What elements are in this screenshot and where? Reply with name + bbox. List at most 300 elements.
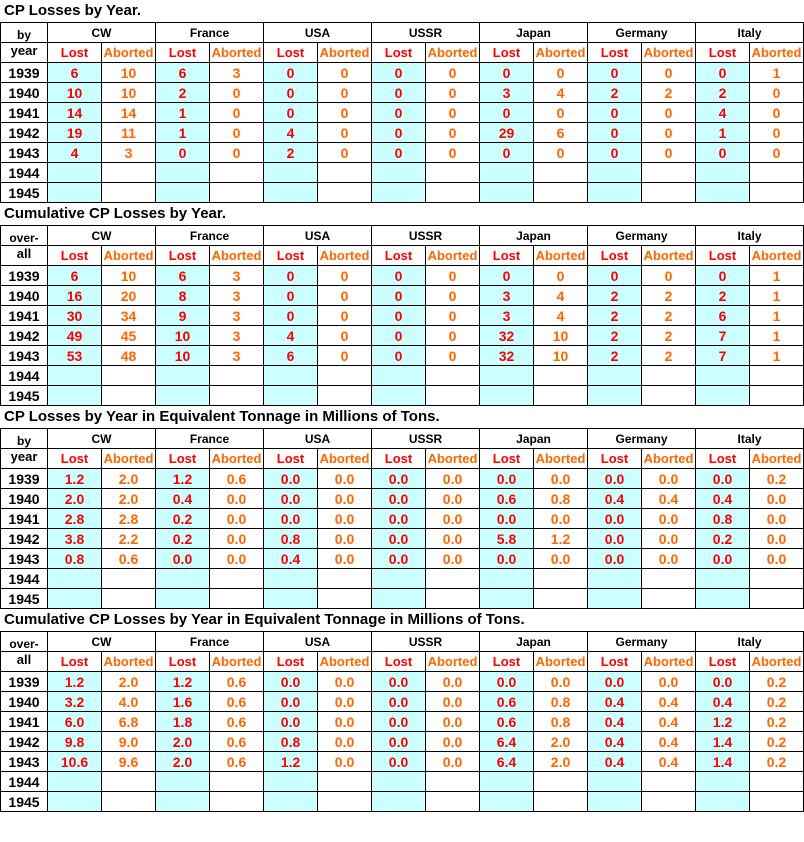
lost-cell: 10	[48, 83, 102, 103]
aborted-cell: 0.2	[750, 672, 804, 692]
lost-header: Lost	[372, 449, 426, 469]
aborted-cell: 0.0	[642, 469, 696, 489]
lost-cell: 4	[696, 103, 750, 123]
aborted-cell	[534, 772, 588, 792]
aborted-cell: 1	[750, 63, 804, 83]
lost-cell	[588, 366, 642, 386]
aborted-cell: 0.0	[750, 489, 804, 509]
lost-cell	[264, 792, 318, 812]
aborted-cell: 0.6	[210, 712, 264, 732]
aborted-cell: 1	[750, 266, 804, 286]
aborted-cell	[210, 569, 264, 589]
aborted-cell: 0	[426, 286, 480, 306]
corner-label-top: over-	[1, 226, 48, 246]
aborted-cell: 2	[642, 286, 696, 306]
corner-label-top: by	[1, 23, 48, 43]
lost-cell: 1.2	[156, 469, 210, 489]
lost-cell	[264, 589, 318, 609]
aborted-cell: 2.0	[102, 672, 156, 692]
table-row	[1, 712, 804, 732]
aborted-cell: 0.2	[750, 712, 804, 732]
lost-cell: 0.4	[588, 732, 642, 752]
lost-cell: 0.0	[264, 469, 318, 489]
aborted-cell	[642, 163, 696, 183]
aborted-cell: 0.0	[750, 509, 804, 529]
aborted-cell: 0.0	[426, 712, 480, 732]
lost-header: Lost	[480, 652, 534, 672]
aborted-cell	[642, 569, 696, 589]
aborted-cell: 0.0	[750, 549, 804, 569]
lost-cell	[696, 183, 750, 203]
losses-table	[0, 22, 804, 203]
lost-cell: 0.4	[696, 692, 750, 712]
nation-header: Italy	[696, 429, 804, 449]
lost-cell	[372, 589, 426, 609]
aborted-cell: 0.0	[534, 469, 588, 489]
lost-cell: 0	[264, 63, 318, 83]
lost-cell	[156, 792, 210, 812]
lost-cell: 4	[264, 326, 318, 346]
aborted-cell: 0.4	[642, 692, 696, 712]
aborted-cell: 10	[102, 63, 156, 83]
aborted-cell	[426, 589, 480, 609]
year-label: 1944	[1, 772, 48, 792]
lost-cell: 0.0	[372, 732, 426, 752]
lost-cell	[588, 386, 642, 406]
aborted-header: Aborted	[210, 652, 264, 672]
lost-cell	[588, 569, 642, 589]
aborted-cell: 0	[642, 266, 696, 286]
table-row	[1, 63, 804, 83]
year-label: 1942	[1, 326, 48, 346]
lost-cell	[264, 163, 318, 183]
aborted-cell: 0	[750, 83, 804, 103]
lost-cell	[264, 386, 318, 406]
lost-cell: 32	[480, 326, 534, 346]
aborted-cell	[750, 772, 804, 792]
aborted-cell: 0	[750, 143, 804, 163]
nation-header: Germany	[588, 226, 696, 246]
aborted-cell: 3	[210, 286, 264, 306]
aborted-cell: 2.0	[102, 469, 156, 489]
lost-cell	[48, 366, 102, 386]
lost-header: Lost	[588, 43, 642, 63]
table-row	[1, 163, 804, 183]
aborted-header: Aborted	[534, 246, 588, 266]
year-label: 1941	[1, 712, 48, 732]
aborted-cell: 0.0	[534, 509, 588, 529]
aborted-cell: 10	[102, 83, 156, 103]
year-label: 1942	[1, 529, 48, 549]
aborted-header: Aborted	[318, 43, 372, 63]
aborted-header: Aborted	[426, 449, 480, 469]
aborted-cell: 14	[102, 103, 156, 123]
aborted-cell	[750, 569, 804, 589]
lost-cell: 3	[480, 83, 534, 103]
lost-cell	[48, 163, 102, 183]
aborted-cell: 0.0	[534, 672, 588, 692]
lost-cell: 0.0	[588, 469, 642, 489]
lost-cell: 0.2	[156, 509, 210, 529]
aborted-cell	[642, 792, 696, 812]
lost-cell: 0.0	[264, 712, 318, 732]
aborted-header: Aborted	[210, 246, 264, 266]
aborted-cell	[534, 589, 588, 609]
aborted-cell: 0	[318, 63, 372, 83]
lost-cell: 0.0	[588, 529, 642, 549]
aborted-cell: 10	[534, 326, 588, 346]
lost-cell: 8	[156, 286, 210, 306]
year-label: 1940	[1, 83, 48, 103]
aborted-header: Aborted	[102, 449, 156, 469]
lost-cell: 0.0	[156, 549, 210, 569]
year-label: 1941	[1, 509, 48, 529]
year-label: 1939	[1, 469, 48, 489]
aborted-cell	[426, 772, 480, 792]
lost-cell	[696, 163, 750, 183]
aborted-cell: 2	[642, 326, 696, 346]
lost-cell: 2	[588, 326, 642, 346]
nation-header: USSR	[372, 632, 480, 652]
lost-cell: 0	[588, 266, 642, 286]
lost-cell: 0.0	[696, 672, 750, 692]
lost-cell: 2	[156, 83, 210, 103]
aborted-cell: 0.2	[750, 469, 804, 489]
lost-cell	[48, 183, 102, 203]
aborted-cell	[534, 163, 588, 183]
aborted-cell	[534, 366, 588, 386]
aborted-cell: 0	[426, 326, 480, 346]
lost-cell: 0	[372, 306, 426, 326]
lost-cell	[696, 386, 750, 406]
aborted-cell: 0	[318, 266, 372, 286]
aborted-cell: 0	[642, 123, 696, 143]
lost-cell: 3.2	[48, 692, 102, 712]
section-title: Cumulative CP Losses by Year.	[4, 205, 227, 222]
lost-cell	[372, 183, 426, 203]
aborted-header: Aborted	[750, 449, 804, 469]
lost-cell: 0.0	[372, 672, 426, 692]
aborted-cell	[534, 183, 588, 203]
year-label: 1943	[1, 346, 48, 366]
section-title: CP Losses by Year.	[4, 2, 142, 19]
lost-cell	[372, 792, 426, 812]
lost-cell	[480, 792, 534, 812]
nation-header: CW	[48, 429, 156, 449]
lost-cell: 0	[696, 266, 750, 286]
lost-cell: 2	[696, 83, 750, 103]
nation-header: CW	[48, 632, 156, 652]
aborted-cell: 4.0	[102, 692, 156, 712]
aborted-cell	[318, 792, 372, 812]
aborted-cell: 0.0	[642, 549, 696, 569]
lost-cell: 0	[696, 63, 750, 83]
aborted-header: Aborted	[534, 449, 588, 469]
aborted-cell: 6.8	[102, 712, 156, 732]
year-label: 1940	[1, 489, 48, 509]
lost-header: Lost	[48, 246, 102, 266]
lost-cell: 0.4	[156, 489, 210, 509]
lost-header: Lost	[480, 43, 534, 63]
lost-cell: 4	[264, 123, 318, 143]
lost-cell: 0	[264, 266, 318, 286]
lost-cell: 6	[48, 63, 102, 83]
aborted-header: Aborted	[534, 652, 588, 672]
section-title: Cumulative CP Losses by Year in Equivalent Tonnage in Millions of Tons.	[4, 611, 525, 628]
aborted-cell	[318, 772, 372, 792]
lost-cell: 0	[372, 63, 426, 83]
lost-cell: 0.0	[480, 549, 534, 569]
aborted-cell: 0	[318, 326, 372, 346]
year-label: 1944	[1, 569, 48, 589]
losses-table	[0, 631, 804, 812]
aborted-cell: 2	[642, 306, 696, 326]
aborted-cell: 0	[426, 143, 480, 163]
lost-cell: 0.0	[264, 672, 318, 692]
aborted-cell: 0	[534, 143, 588, 163]
lost-cell	[480, 589, 534, 609]
table-row	[1, 346, 804, 366]
lost-cell	[588, 163, 642, 183]
aborted-cell: 4	[534, 306, 588, 326]
aborted-cell: 2.0	[102, 489, 156, 509]
corner-label-bottom: year	[1, 43, 48, 63]
lost-header: Lost	[264, 652, 318, 672]
nation-header: France	[156, 226, 264, 246]
lost-cell: 0	[588, 63, 642, 83]
aborted-cell	[318, 589, 372, 609]
lost-cell: 0	[264, 286, 318, 306]
aborted-cell: 0	[750, 103, 804, 123]
lost-cell: 6	[696, 306, 750, 326]
year-label: 1945	[1, 792, 48, 812]
lost-cell	[156, 569, 210, 589]
table-section	[0, 609, 804, 812]
lost-header: Lost	[48, 449, 102, 469]
nation-header: USA	[264, 226, 372, 246]
aborted-cell: 2.0	[534, 732, 588, 752]
lost-header: Lost	[264, 449, 318, 469]
aborted-cell: 0.6	[210, 752, 264, 772]
nation-header: France	[156, 23, 264, 43]
aborted-cell: 0.6	[210, 692, 264, 712]
aborted-cell: 0.0	[318, 489, 372, 509]
table-row	[1, 286, 804, 306]
table-row	[1, 692, 804, 712]
lost-cell: 4	[48, 143, 102, 163]
lost-cell: 6	[264, 346, 318, 366]
lost-cell: 0.0	[696, 469, 750, 489]
aborted-cell	[426, 366, 480, 386]
lost-header: Lost	[480, 449, 534, 469]
corner-label-bottom: year	[1, 449, 48, 469]
table-row	[1, 529, 804, 549]
nation-header: Italy	[696, 226, 804, 246]
lost-cell	[372, 569, 426, 589]
aborted-cell: 0.0	[426, 752, 480, 772]
aborted-cell	[318, 386, 372, 406]
aborted-cell: 0.0	[642, 672, 696, 692]
aborted-cell: 0.0	[318, 692, 372, 712]
aborted-cell	[642, 386, 696, 406]
aborted-header: Aborted	[426, 43, 480, 63]
aborted-header: Aborted	[102, 43, 156, 63]
lost-cell: 9	[156, 306, 210, 326]
aborted-cell: 0	[750, 123, 804, 143]
lost-cell: 0	[156, 143, 210, 163]
lost-cell	[156, 772, 210, 792]
lost-cell: 3	[480, 306, 534, 326]
aborted-header: Aborted	[426, 652, 480, 672]
lost-cell: 0.0	[372, 549, 426, 569]
lost-cell: 0.4	[588, 752, 642, 772]
lost-cell: 30	[48, 306, 102, 326]
aborted-header: Aborted	[210, 449, 264, 469]
aborted-cell	[534, 569, 588, 589]
lost-cell	[696, 569, 750, 589]
aborted-cell: 0	[318, 346, 372, 366]
lost-cell: 1	[156, 103, 210, 123]
nation-header: Italy	[696, 23, 804, 43]
aborted-cell: 0.8	[534, 692, 588, 712]
lost-header: Lost	[48, 43, 102, 63]
aborted-cell	[642, 589, 696, 609]
lost-cell: 1.2	[48, 469, 102, 489]
year-label: 1943	[1, 752, 48, 772]
lost-cell: 3.8	[48, 529, 102, 549]
aborted-cell	[642, 366, 696, 386]
aborted-cell: 0.0	[426, 469, 480, 489]
lost-cell: 0.2	[696, 529, 750, 549]
lost-cell: 1	[696, 123, 750, 143]
aborted-cell: 0.2	[750, 692, 804, 712]
year-label: 1943	[1, 143, 48, 163]
lost-cell	[156, 163, 210, 183]
aborted-cell	[318, 366, 372, 386]
lost-cell: 0.6	[480, 712, 534, 732]
aborted-cell: 0	[318, 143, 372, 163]
lost-cell: 1.2	[264, 752, 318, 772]
year-label: 1939	[1, 63, 48, 83]
lost-header: Lost	[48, 652, 102, 672]
lost-header: Lost	[156, 652, 210, 672]
lost-cell: 0.0	[588, 672, 642, 692]
lost-cell: 2.0	[156, 732, 210, 752]
aborted-header: Aborted	[750, 43, 804, 63]
lost-header: Lost	[696, 246, 750, 266]
lost-cell	[696, 366, 750, 386]
aborted-cell: 0.0	[426, 549, 480, 569]
aborted-header: Aborted	[318, 246, 372, 266]
aborted-header: Aborted	[642, 43, 696, 63]
lost-cell	[264, 569, 318, 589]
aborted-cell: 0.2	[750, 752, 804, 772]
aborted-cell: 1	[750, 306, 804, 326]
lost-header: Lost	[588, 449, 642, 469]
lost-cell	[48, 772, 102, 792]
aborted-cell: 2.0	[534, 752, 588, 772]
aborted-cell	[102, 772, 156, 792]
aborted-cell: 0.0	[318, 752, 372, 772]
lost-cell	[156, 386, 210, 406]
aborted-cell	[750, 589, 804, 609]
lost-cell	[480, 386, 534, 406]
lost-cell: 0.4	[588, 489, 642, 509]
lost-cell: 0.0	[480, 672, 534, 692]
aborted-cell	[642, 772, 696, 792]
nation-header: Italy	[696, 632, 804, 652]
lost-cell	[588, 772, 642, 792]
aborted-cell: 0	[426, 83, 480, 103]
aborted-cell	[318, 569, 372, 589]
lost-cell: 0.0	[372, 712, 426, 732]
nation-header: USA	[264, 632, 372, 652]
aborted-cell: 0.0	[210, 509, 264, 529]
aborted-cell: 3	[210, 306, 264, 326]
aborted-cell: 0	[426, 63, 480, 83]
nation-header: USSR	[372, 226, 480, 246]
aborted-cell: 0	[318, 83, 372, 103]
lost-cell: 49	[48, 326, 102, 346]
lost-header: Lost	[156, 43, 210, 63]
lost-cell: 0.0	[264, 489, 318, 509]
lost-header: Lost	[588, 246, 642, 266]
nation-header: Japan	[480, 429, 588, 449]
aborted-cell: 0.0	[318, 549, 372, 569]
lost-cell: 2	[588, 286, 642, 306]
aborted-cell: 1	[750, 326, 804, 346]
aborted-header: Aborted	[210, 43, 264, 63]
lost-cell: 0	[372, 83, 426, 103]
lost-cell: 0	[480, 266, 534, 286]
lost-cell: 0	[372, 143, 426, 163]
aborted-cell	[102, 589, 156, 609]
lost-cell: 0	[372, 103, 426, 123]
aborted-cell	[102, 366, 156, 386]
aborted-cell: 1	[750, 286, 804, 306]
aborted-cell	[210, 163, 264, 183]
lost-cell: 0	[588, 143, 642, 163]
aborted-header: Aborted	[318, 449, 372, 469]
aborted-cell: 9.6	[102, 752, 156, 772]
lost-cell: 0.0	[372, 489, 426, 509]
table-row	[1, 306, 804, 326]
lost-cell: 5.8	[480, 529, 534, 549]
lost-cell: 1.8	[156, 712, 210, 732]
aborted-cell: 0.0	[534, 549, 588, 569]
aborted-cell: 0.0	[210, 489, 264, 509]
table-row	[1, 83, 804, 103]
aborted-cell	[426, 569, 480, 589]
aborted-header: Aborted	[102, 652, 156, 672]
lost-cell: 0.8	[48, 549, 102, 569]
lost-cell: 6	[156, 63, 210, 83]
table-section	[0, 406, 804, 609]
aborted-cell: 11	[102, 123, 156, 143]
lost-cell	[480, 183, 534, 203]
aborted-cell: 0.0	[426, 489, 480, 509]
aborted-cell: 0.0	[318, 712, 372, 732]
aborted-cell: 2.8	[102, 509, 156, 529]
nation-header: Germany	[588, 429, 696, 449]
aborted-cell: 0	[426, 123, 480, 143]
lost-cell: 0	[264, 103, 318, 123]
aborted-cell	[426, 183, 480, 203]
lost-cell: 2.0	[156, 752, 210, 772]
nation-header: France	[156, 429, 264, 449]
aborted-cell	[210, 386, 264, 406]
aborted-cell: 0.0	[426, 529, 480, 549]
